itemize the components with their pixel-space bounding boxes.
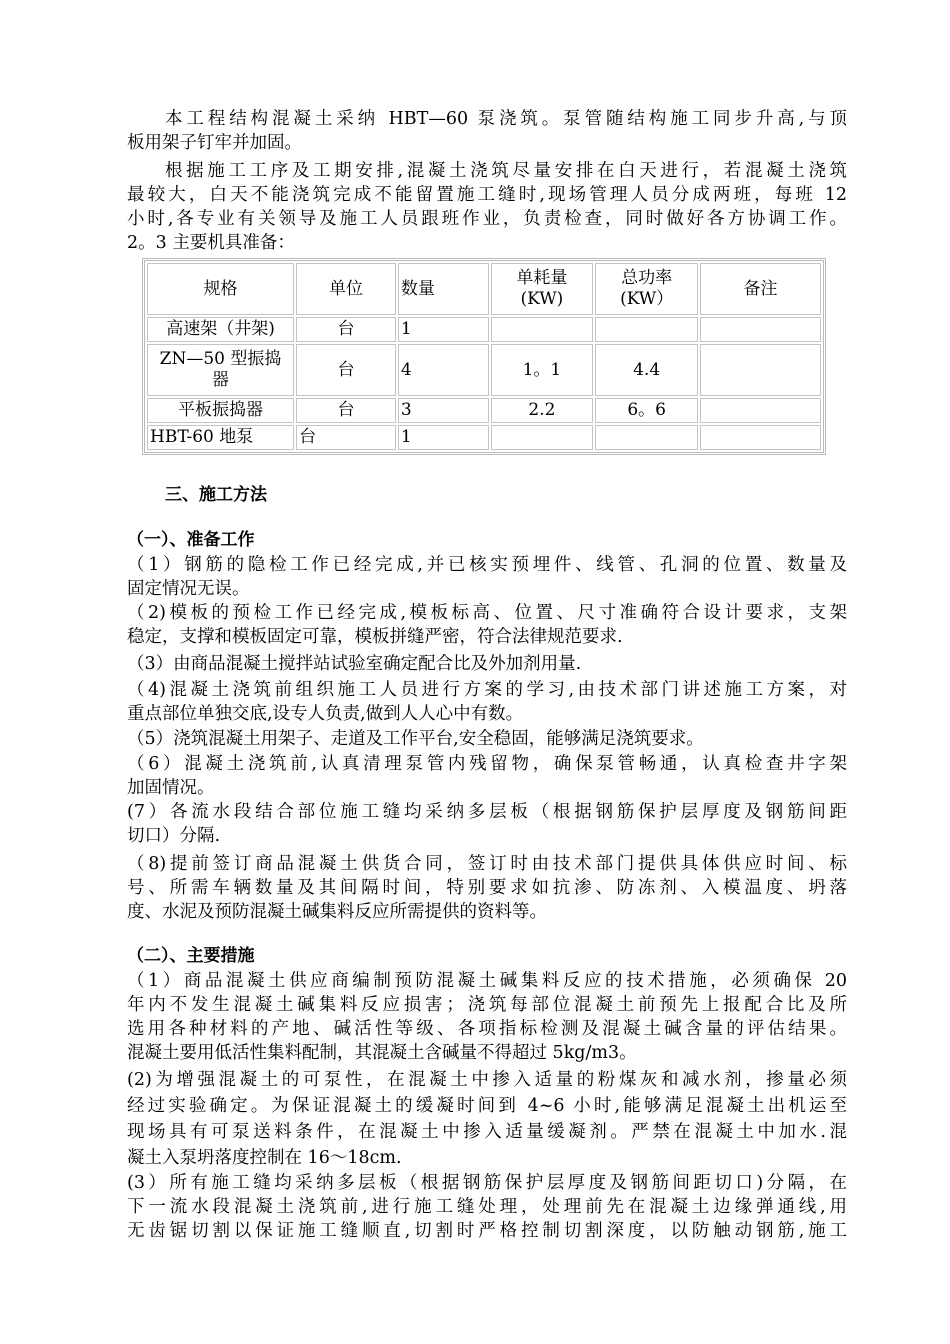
cell-qty: 1 — [398, 317, 489, 342]
cell-spec: ZN—50 型振捣 器 — [147, 344, 294, 396]
equipment-table — [142, 258, 826, 455]
prep-line: （1）钢筋的隐检工作已经完成,并已核实预埋件、线管、孔洞的位置、数量及 — [127, 555, 847, 575]
intro-p2-line-3: 小时,各专业有关领导及施工人员跟班作业，负责检查，同时做好各方协调工作。 — [127, 209, 847, 229]
cell-spec: HBT-60 地泵 — [147, 425, 294, 450]
prep-line: 稳定，支撑和模板固定可靠，模板拼缝严密，符合法律规范要求. — [127, 627, 623, 647]
table-row — [147, 425, 821, 450]
equipment-section-label: 2。3 主要机具准备： — [127, 233, 295, 253]
prep-line: （8)提前签订商品混凝土供货合同，签订时由技术部门提供具体供应时间、标 — [127, 854, 847, 874]
prep-line: （2)模板的预检工作已经完成,模板标高、位置、尺寸准确符合设计要求，支架 — [127, 603, 847, 623]
measures-title: （二）、主要措施 — [127, 946, 255, 966]
prep-line: 切口）分隔. — [127, 826, 221, 846]
cell-remarks — [700, 398, 821, 423]
prep-line: （3）由商品混凝土搅拌站试验室确定配合比及外加剂用量. — [127, 654, 582, 674]
cell-unit-power: 1。1 — [491, 344, 594, 396]
prep-line: 重点部位单独交底,设专人负责,做到人人心中有数。 — [127, 704, 524, 724]
header-unit-power: 单耗量 (KW) — [491, 263, 594, 315]
table-row — [147, 317, 821, 342]
header-qty: 数量 — [398, 263, 489, 315]
cell-total-power — [595, 425, 698, 450]
cell-remarks — [700, 425, 821, 450]
measures-line: 下一流水段混凝土浇筑前,进行施工缝处理，处理前先在混凝土边缘弹通线,用 — [127, 1197, 847, 1217]
table-header-row — [147, 263, 821, 315]
measures-line: 凝土入泵坍落度控制在 16～18cm. — [127, 1148, 402, 1168]
intro-p2-line-1: 根据施工工序及工期安排,混凝土浇筑尽量安排在白天进行，若混凝土浇筑 — [165, 161, 847, 181]
cell-remarks — [700, 344, 821, 396]
header-spec: 规格 — [147, 263, 294, 315]
measures-line: 年内不发生混凝土碱集料反应损害；浇筑每部位混凝土前预先上报配合比及所 — [127, 995, 847, 1015]
prep-line: （5）浇筑混凝土用架子、走道及工作平台,安全稳固，能够满足浇筑要求。 — [127, 729, 704, 749]
measures-line: 经过实验确定。为保证混凝土的缓凝时间到 4~6 小时,能够满足混凝土出机运至 — [127, 1096, 847, 1116]
prep-line: 固定情况无误。 — [127, 579, 250, 599]
cell-unit: 台 — [296, 317, 396, 342]
cell-unit: 台 — [296, 425, 396, 450]
measures-line: 现场具有可泵送料条件，在混凝土中掺入适量缓凝剂。严禁在混凝土中加水.混 — [127, 1122, 847, 1142]
cell-qty: 1 — [398, 425, 489, 450]
prep-line: (7）各流水段结合部位施工缝均采纳多层板（根据钢筋保护层厚度及钢筋间距 — [127, 802, 847, 822]
intro-p1-line-1: 本工程结构混凝土采纳 HBT—60 泵浇筑。泵管随结构施工同步升高,与顶 — [165, 109, 847, 129]
cell-qty: 4 — [398, 344, 489, 396]
cell-remarks — [700, 317, 821, 342]
cell-total-power: 4.4 — [595, 344, 698, 396]
prep-line: （6）混凝土浇筑前,认真清理泵管内残留物，确保泵管畅通，认真检查井字架 — [127, 754, 847, 774]
section-3-title: 三、施工方法 — [165, 485, 267, 505]
table-row — [147, 398, 821, 423]
header-remarks: 备注 — [700, 263, 821, 315]
measures-line: 混凝土要用低活性集料配制，其混凝土含碱量不得超过 5kg/m3。 — [127, 1043, 637, 1063]
cell-qty: 3 — [398, 398, 489, 423]
cell-spec: 高速架（井架) — [147, 317, 294, 342]
measures-line: 无齿锯切割以保证施工缝顺直,切割时严格控制切割深度，以防触动钢筋,施工 — [127, 1221, 847, 1241]
measures-line: 选用各种材料的产地、碱活性等级、各项指标检测及混凝土碱含量的评估结果。 — [127, 1019, 847, 1039]
measures-line: (3）所有施工缝均采纳多层板（根据钢筋保护层厚度及钢筋间距切口)分隔，在 — [127, 1173, 847, 1193]
cell-unit-power: 2.2 — [491, 398, 594, 423]
measures-line: （1）商品混凝土供应商编制预防混凝土碱集料反应的技术措施，必须确保 20 — [127, 971, 847, 991]
cell-unit: 台 — [296, 344, 396, 396]
cell-total-power — [595, 317, 698, 342]
cell-total-power: 6。6 — [595, 398, 698, 423]
prep-line: 度、水泥及预防混凝土碱集料反应所需提供的资料等。 — [127, 902, 547, 922]
intro-p2-line-2: 最较大，白天不能浇筑完成不能留置施工缝时,现场管理人员分成两班，每班 12 — [127, 185, 847, 205]
table-row — [147, 344, 821, 396]
prep-line: 加固情况。 — [127, 778, 215, 798]
header-total-power: 总功率 (KW） — [595, 263, 698, 315]
cell-unit-power — [491, 425, 594, 450]
cell-unit: 台 — [296, 398, 396, 423]
prep-line: 号、所需车辆数量及其间隔时间，特别要求如抗渗、防冻剂、入模温度、坍落 — [127, 878, 847, 898]
measures-line: (2)为增强混凝土的可泵性，在混凝土中掺入适量的粉煤灰和减水剂，掺量必须 — [127, 1070, 847, 1090]
prep-title: （一）、准备工作 — [127, 530, 255, 550]
cell-unit-power — [491, 317, 594, 342]
intro-p1-line-2: 板用架子钉牢并加固。 — [127, 133, 302, 153]
prep-line: （4)混凝土浇筑前组织施工人员进行方案的学习,由技术部门讲述施工方案，对 — [127, 680, 847, 700]
header-unit: 单位 — [296, 263, 396, 315]
cell-spec: 平板振捣器 — [147, 398, 294, 423]
